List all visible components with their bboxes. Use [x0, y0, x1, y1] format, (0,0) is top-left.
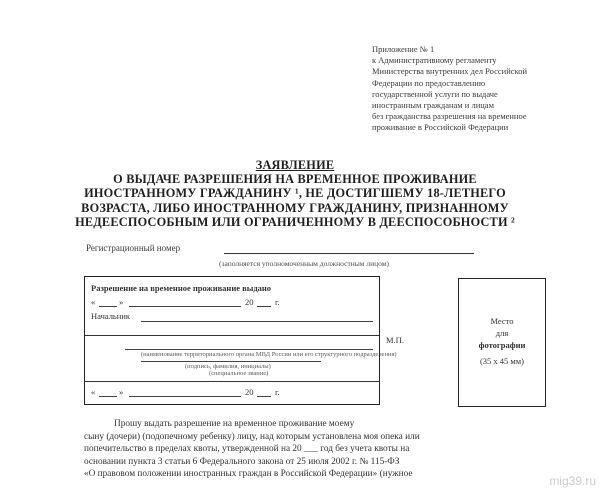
year-field[interactable]: [257, 306, 271, 307]
month-field[interactable]: [129, 306, 241, 307]
photo-label-line: для: [495, 328, 509, 338]
bottom-day-field[interactable]: [99, 396, 117, 397]
form-title: [60, 158, 530, 229]
authority-field[interactable]: [125, 349, 373, 350]
photo-label-line: Место: [490, 316, 514, 326]
body-line: сыну (дочери) (подопечному ребенку) лицу, над которым установлена моя опека или: [84, 431, 420, 442]
registration-number-row: [86, 243, 476, 253]
stamp-place-label: М.П.: [386, 335, 404, 345]
bottom-month-field[interactable]: [129, 396, 241, 397]
bottom-year-suffix: г.: [275, 387, 280, 397]
bottom-year-field[interactable]: [257, 396, 271, 397]
title-line: ЗАЯВЛЕНИЕ: [255, 158, 335, 172]
photo-label-line: фотографии: [478, 340, 526, 350]
year-suffix: г.: [275, 297, 280, 307]
signature-field[interactable]: [141, 361, 321, 362]
registration-hint: (заполняется уполномоченным должностным лицом): [219, 259, 390, 268]
title-line: О ВЫДАЧЕ РАЗРЕШЕНИЯ НА ВРЕМЕННОЕ ПРОЖИВАНИЕ: [113, 172, 477, 187]
permit-box-divider: [85, 381, 379, 382]
appendix-line: Министерства внутренних дел Российской: [372, 66, 528, 77]
site-watermark: mig39.ru: [549, 474, 596, 488]
date-open-quote: «: [91, 297, 96, 307]
body-line: основании пункта 3 статьи 6 Федерального закона от 25 июля 2002 г. № 115-ФЗ: [84, 456, 400, 467]
chief-label: Начальник: [91, 311, 131, 321]
appendix-line: без гражданства разрешения на временное: [372, 111, 527, 122]
date-close-quote: »: [119, 387, 124, 397]
day-field[interactable]: [99, 306, 117, 307]
year-prefix: 20: [245, 297, 254, 307]
title-line: ИНОСТРАННОМУ ГРАЖДАНИНУ ¹, НЕ ДОСТИГШЕМУ 18-ЛЕТНЕГО: [84, 186, 506, 201]
appendix-line: Приложение № 1: [372, 44, 435, 54]
application-body-text: [84, 418, 554, 481]
date-close-quote: »: [119, 297, 124, 307]
permit-box-header: Разрешение на временное проживание выдано: [91, 283, 272, 293]
appendix-line: государственной услуги по выдаче: [372, 88, 498, 99]
appendix-line: Федерации по предоставлению: [372, 77, 486, 88]
appendix-line: к Административному регламенту: [372, 55, 497, 66]
registration-number-label: Регистрационный номер: [86, 243, 181, 253]
authority-hint: (наименование территориального органа МВД России или его структурного подразделения): [141, 351, 397, 358]
bottom-year-prefix: 20: [245, 387, 254, 397]
body-line: попечительство в пределах квоты, утвержденной на 20 ___ год без учета квоты на: [84, 444, 410, 455]
rank-hint: (специальное звание): [209, 370, 269, 377]
registration-number-field[interactable]: [224, 253, 474, 254]
body-line: Прошу выдать разрешение на временное проживание моему: [114, 419, 355, 429]
title-line: ВОЗРАСТА, ЛИБО ИНОСТРАННОМУ ГРАЖДАНИНУ, ПРИЗНАННОМУ: [81, 200, 509, 215]
title-line: НЕДЕЕСПОСОБНЫМ ИЛИ ОГРАНИЧЕННОМУ В ДЕЕСПОСОБНОСТИ ²: [75, 214, 515, 229]
permit-box-divider: [85, 335, 379, 336]
signature-hint: (подпись, фамилия, инициалы): [185, 363, 271, 370]
photo-placeholder: [458, 278, 546, 407]
body-line: «О правовом положении иностранных граждан в Российской Федерации» (нужное: [84, 469, 413, 480]
date-open-quote: «: [91, 387, 96, 397]
photo-size-label: (35 x 45 мм): [479, 356, 525, 366]
appendix-line: проживание в Российской Федерации: [372, 122, 509, 133]
appendix-note: [372, 44, 562, 134]
appendix-line: иностранным гражданам и лицам: [372, 100, 494, 111]
chief-field[interactable]: [141, 321, 373, 322]
